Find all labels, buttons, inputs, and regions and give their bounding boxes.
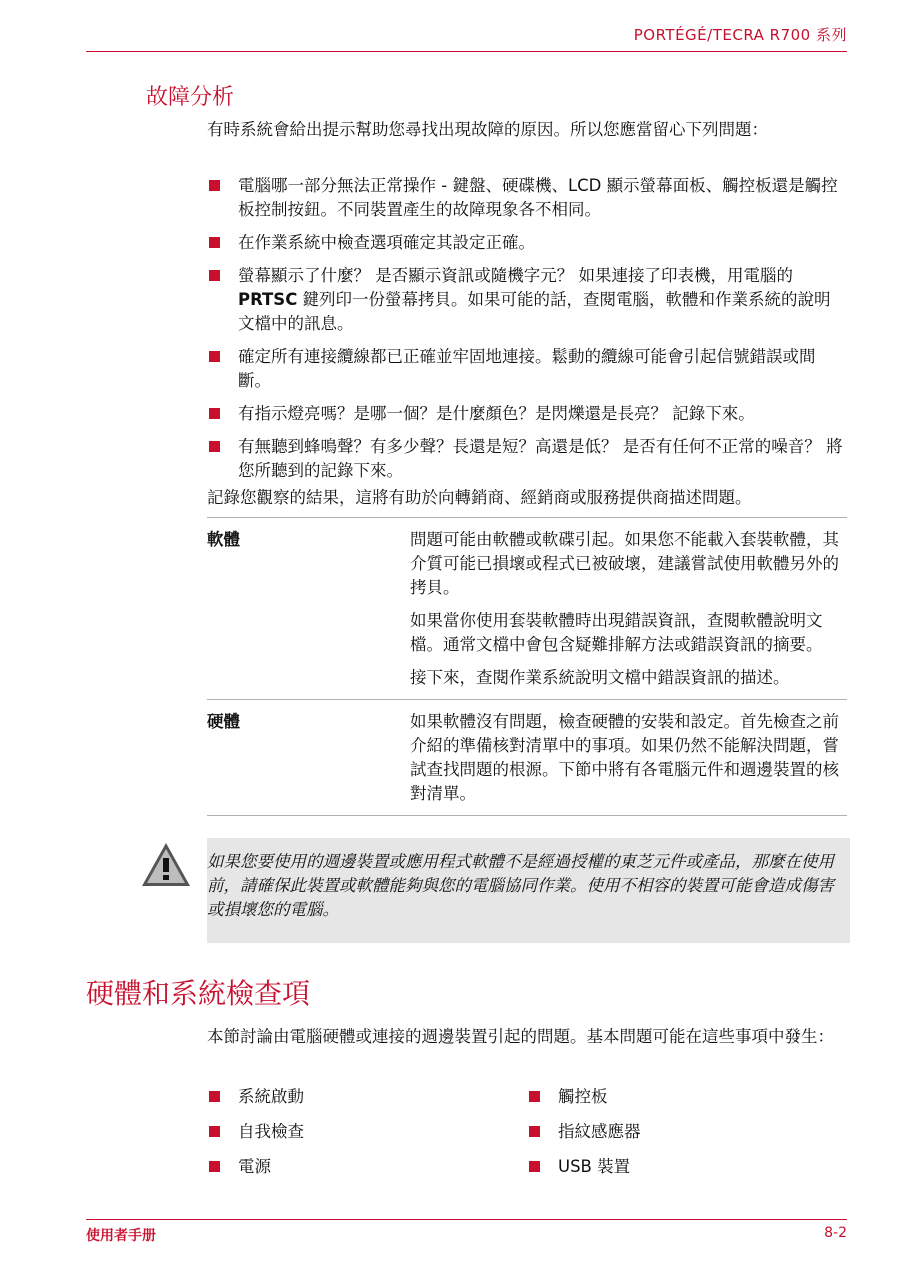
list-item: 有指示燈亮嗎？是哪一個？是什麼顏色？是閃爍還是長亮？ 記錄下來。	[207, 402, 847, 426]
list-item: 電腦哪一部分無法正常操作 - 鍵盤、硬碟機、LCD 顯示螢幕面板、觸控板還是觸控板控制按鈕。不同裝置產生的故障現象各不相同。	[207, 174, 847, 222]
check-list-right	[527, 1085, 847, 1190]
list-item: 電源	[207, 1155, 527, 1179]
table-row	[207, 699, 847, 815]
key-name: PRTSC	[238, 290, 298, 309]
table-row	[207, 518, 847, 699]
record-note: 記錄您觀察的結果，這將有助於向轉銷商、經銷商或服務提供商描述問題。	[207, 488, 752, 507]
list-item: 觸控板	[527, 1085, 847, 1109]
warning-box	[207, 838, 850, 943]
section-intro: 本節討論由電腦硬體或連接的週邊裝置引起的問題。基本問題可能在這些事項中發生：	[207, 1027, 834, 1046]
list-item: 系統啟動	[207, 1085, 527, 1109]
question-list	[207, 174, 847, 492]
warning-triangle-icon	[140, 840, 192, 890]
row-paragraph: 如果當你使用套裝軟體時出現錯誤資訊，查閱軟體說明文檔。通常文檔中會包含疑難排解方法或錯誤資訊的摘要。	[410, 611, 823, 654]
table-bottom-rule	[207, 815, 847, 816]
list-item: 在作業系統中檢查選項確定其設定正確。	[207, 231, 847, 255]
list-item: 有無聽到蜂鳴聲？有多少聲？長還是短？高還是低？ 是否有任何不正常的噪音？ 將您所聽到的記錄下來。	[207, 435, 847, 483]
row-body	[410, 710, 840, 815]
section-intro: 有時系統會給出提示幫助您尋找出現故障的原因。所以您應當留心下列問題：	[207, 120, 768, 139]
row-paragraph: 接下來，查閱作業系統說明文檔中錯誤資訊的描述。	[410, 668, 790, 687]
running-header-title: PORTÉGÉ/TECRA R700 系列	[633, 26, 847, 44]
list-item	[207, 264, 847, 336]
list-item: USB 裝置	[527, 1155, 847, 1179]
section-heading-troubleshooting: 故障分析	[146, 85, 235, 110]
page-number: 8-2	[824, 1225, 847, 1241]
list-item-text: 螢幕顯示了什麼？ 是否顯示資訊或隨機字元？ 如果連接了印表機，用電腦的	[238, 266, 793, 285]
check-list-left	[207, 1085, 527, 1190]
row-paragraph: 如果軟體沒有問題，檢查硬體的安裝和設定。首先檢查之前介紹的準備核對清單中的事項。如果仍然不能解決問題，嘗試查找問題的根源。下節中將有各電腦元件和週邊裝置的核對清單。	[410, 712, 839, 803]
check-item-columns	[207, 1085, 847, 1190]
list-item: 自我檢查	[207, 1120, 527, 1144]
row-body	[410, 528, 840, 699]
troubleshoot-table	[207, 517, 847, 815]
header-rule	[86, 51, 847, 52]
list-item: 確定所有連接纜線都已正確並牢固地連接。鬆動的纜線可能會引起信號錯誤或間斷。	[207, 345, 847, 393]
list-item: 指紋感應器	[527, 1120, 847, 1144]
footer-manual-title: 使用者手册	[86, 1228, 156, 1244]
list-item-text: 鍵列印一份螢幕拷貝。如果可能的話，查閱電腦，軟體和作業系統的說明文檔中的訊息。	[238, 290, 831, 333]
section-heading-hardware-checks: 硬體和系統檢查項	[86, 977, 311, 1010]
row-label: 軟體	[207, 530, 240, 549]
row-label: 硬體	[207, 712, 240, 731]
warning-text: 如果您要使用的週邊裝置或應用程式軟體不是經過授權的東芝元件或產品，那麼在使用前，請確保此裝置或軟體能夠與您的電腦協同作業。使用不相容的裝置可能會造成傷害或損壞您的電腦。	[207, 852, 834, 919]
footer-rule	[86, 1219, 847, 1220]
row-paragraph: 問題可能由軟體或軟碟引起。如果您不能載入套裝軟體，其介質可能已損壞或程式已被破壞，建議嘗試使用軟體另外的拷貝。	[410, 530, 839, 597]
